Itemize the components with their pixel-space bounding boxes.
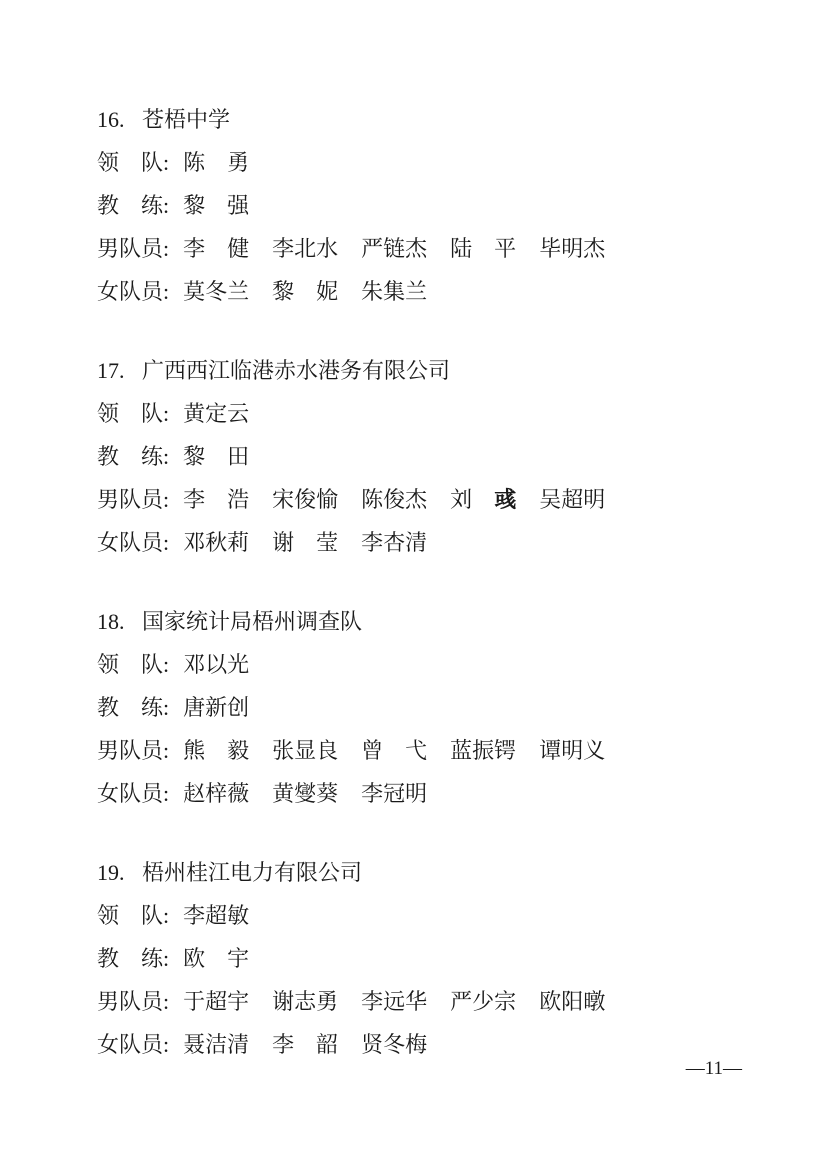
male-players-label: 男队员: [97, 738, 170, 763]
player-name: 李 浩 [183, 487, 250, 512]
team-heading [97, 98, 766, 141]
player-name: 黎 妮 [272, 279, 339, 304]
female-players-row [97, 772, 766, 815]
player-name: 李冠明 [361, 781, 428, 806]
leader-row [97, 643, 766, 686]
player-name: 严少宗 [450, 989, 517, 1014]
team-number: 16. [97, 107, 125, 132]
male-players-row [97, 227, 766, 270]
player-name: 曾 弋 [361, 738, 428, 763]
male-players-row [97, 980, 766, 1023]
player-name: 赵梓薇 [183, 781, 250, 806]
team-number: 17. [97, 358, 125, 383]
player-name: 毕明杰 [539, 236, 606, 261]
female-players-label: 女队员: [97, 781, 170, 806]
coach-row [97, 686, 766, 729]
female-players-label: 女队员: [97, 279, 170, 304]
female-players-row [97, 270, 766, 313]
player-name: 朱集兰 [361, 279, 428, 304]
team-name: 国家统计局梧州调查队 [142, 609, 363, 634]
team-name: 梧州桂江电力有限公司 [142, 860, 363, 885]
player-name: 李远华 [361, 989, 428, 1014]
leader-name: 陈 勇 [183, 150, 250, 175]
page-number: —11— [685, 1058, 742, 1079]
player-name: 贤冬梅 [361, 1032, 428, 1057]
player-name: 邓秋莉 [183, 530, 250, 555]
team-number: 19. [97, 860, 125, 885]
team-block-16 [97, 98, 766, 313]
coach-name: 欧 宇 [183, 946, 250, 971]
coach-name: 黎 田 [183, 444, 250, 469]
leader-name: 李超敏 [183, 903, 250, 928]
coach-label: 教 练: [97, 193, 170, 218]
player-name: 李 韶 [272, 1032, 339, 1057]
player-name: 严链杰 [361, 236, 428, 261]
player-name: 谢志勇 [272, 989, 339, 1014]
player-name: 李北水 [272, 236, 339, 261]
coach-name: 黎 强 [183, 193, 250, 218]
leader-row [97, 392, 766, 435]
player-name: 黄燮葵 [272, 781, 339, 806]
male-players-label: 男队员: [97, 989, 170, 1014]
coach-label: 教 练: [97, 695, 170, 720]
leader-label: 领 队: [97, 401, 170, 426]
player-name: 谢 莹 [272, 530, 339, 555]
player-name-bold-char: 彧 [494, 487, 517, 512]
team-name: 广西西江临港赤水港务有限公司 [142, 358, 451, 383]
team-block-17 [97, 349, 766, 564]
leader-label: 领 队: [97, 150, 170, 175]
player-name: 莫冬兰 [183, 279, 250, 304]
leader-row [97, 894, 766, 937]
player-name: 宋俊愉 [272, 487, 339, 512]
leader-name: 邓以光 [183, 652, 250, 677]
coach-label: 教 练: [97, 946, 170, 971]
female-players-label: 女队员: [97, 530, 170, 555]
team-name: 苍梧中学 [142, 107, 231, 132]
coach-row [97, 184, 766, 227]
coach-name: 唐新创 [183, 695, 250, 720]
female-players-row [97, 521, 766, 564]
leader-name: 黄定云 [183, 401, 250, 426]
female-players-label: 女队员: [97, 1032, 170, 1057]
player-name: 于超宇 [183, 989, 250, 1014]
team-heading [97, 851, 766, 894]
player-name: 陈俊杰 [361, 487, 428, 512]
male-players-row [97, 478, 766, 521]
player-name: 蓝振锷 [450, 738, 517, 763]
player-name: 陆 平 [450, 236, 517, 261]
coach-row [97, 937, 766, 980]
leader-label: 领 队: [97, 652, 170, 677]
player-name [450, 487, 516, 512]
player-name: 欧阳暾 [539, 989, 606, 1014]
coach-label: 教 练: [97, 444, 170, 469]
leader-row [97, 141, 766, 184]
male-players-label: 男队员: [97, 487, 170, 512]
player-name: 聂洁清 [183, 1032, 250, 1057]
female-players-row [97, 1023, 766, 1066]
team-number: 18. [97, 609, 125, 634]
player-name-prefix: 刘 [450, 487, 495, 512]
male-players-label: 男队员: [97, 236, 170, 261]
player-name: 熊 毅 [183, 738, 250, 763]
player-name: 张显良 [272, 738, 339, 763]
team-heading [97, 349, 766, 392]
player-name: 吴超明 [539, 487, 606, 512]
player-name: 谭明义 [539, 738, 606, 763]
player-name: 李杏清 [361, 530, 428, 555]
team-heading [97, 600, 766, 643]
team-block-18 [97, 600, 766, 815]
male-players-row [97, 729, 766, 772]
leader-label: 领 队: [97, 903, 170, 928]
player-name: 李 健 [183, 236, 250, 261]
team-block-19 [97, 851, 766, 1066]
coach-row [97, 435, 766, 478]
